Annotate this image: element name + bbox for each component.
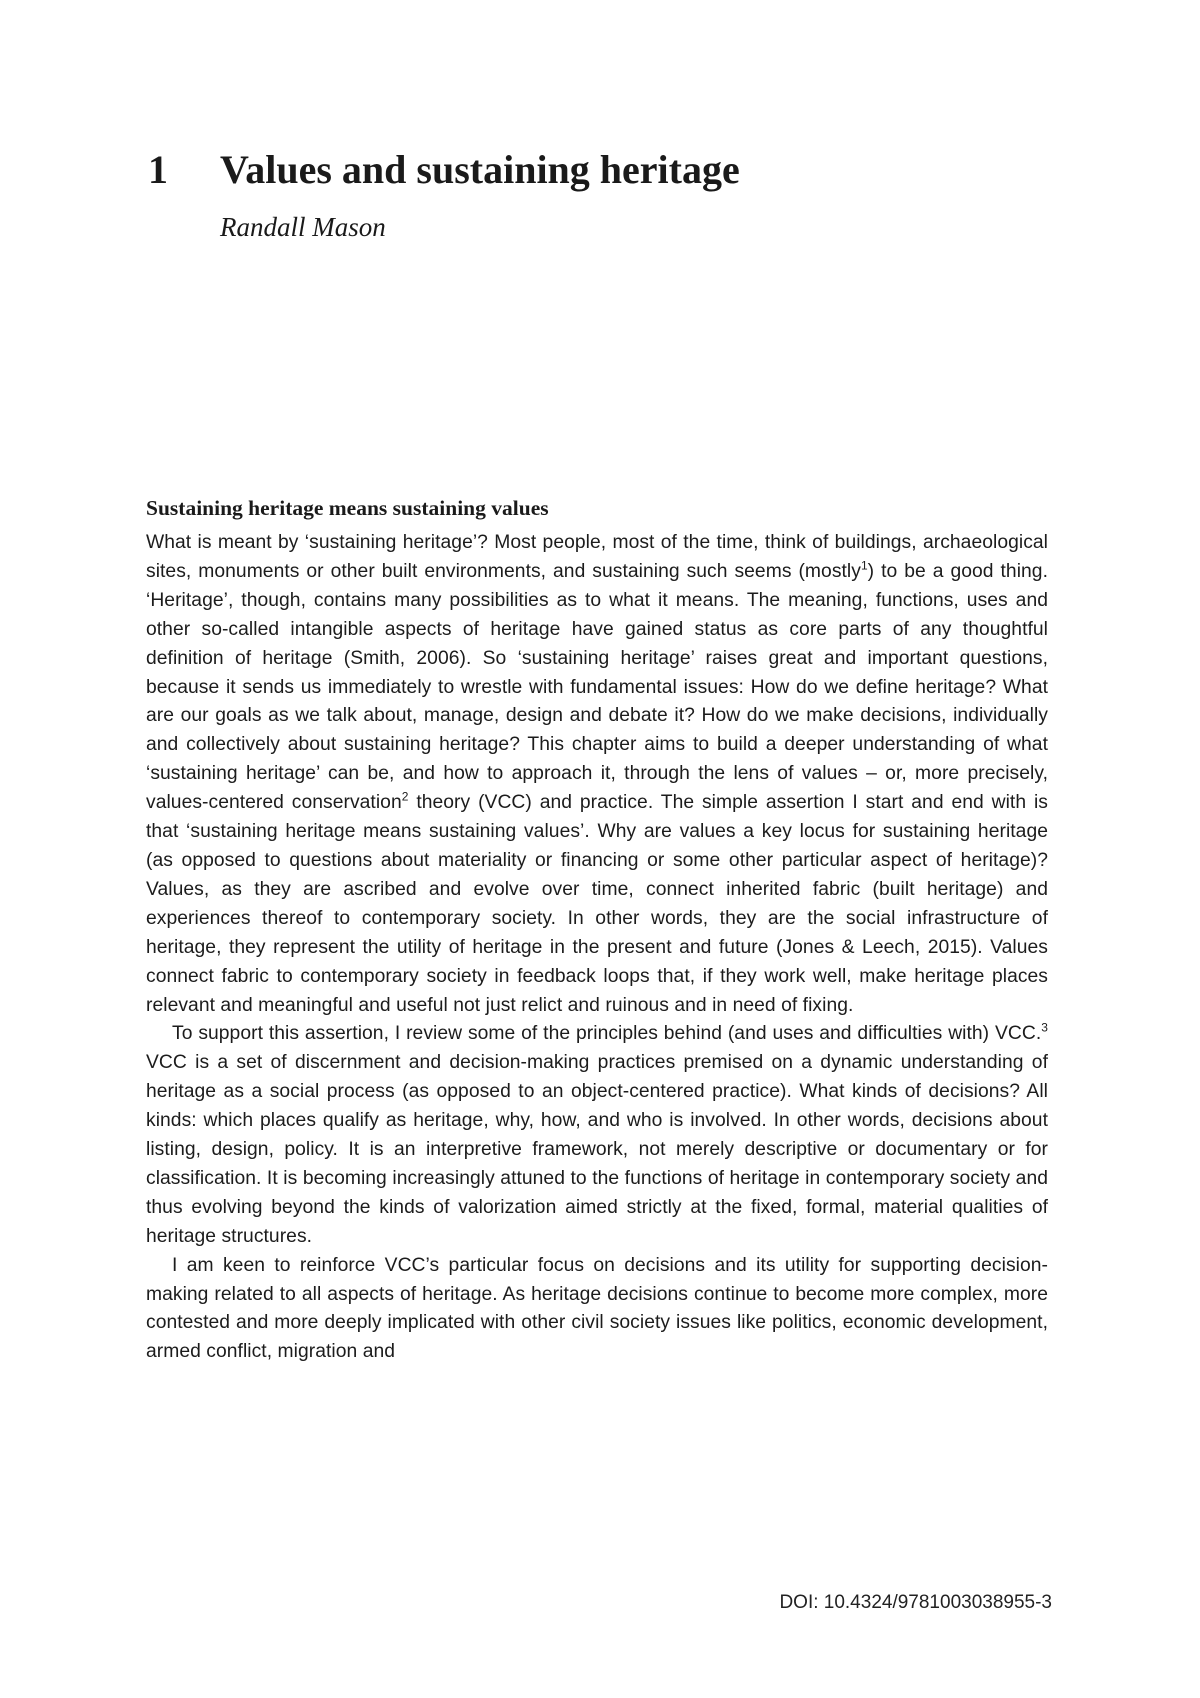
doi-footer: DOI: 10.4324/9781003038955-3 (779, 1592, 1052, 1613)
paragraph-text: I am keen to reinforce VCC’s particular focus on decisions and its utility for supporting decision-making related to all aspects of heritage. As heritage decisions continue to become more complex, more contested and more deeply implicated with other civil society issues like politics, economic development, armed conflict, migration and (146, 1254, 1048, 1363)
section-heading: Sustaining heritage means sustaining values (146, 496, 549, 520)
paragraph-3 (146, 1252, 1048, 1368)
footnote-ref-3[interactable]: 3 (1041, 1020, 1048, 1035)
chapter-number: 1 (148, 147, 168, 192)
paragraph-text: What is meant by ‘sustaining heritage’? Most people, most of the time, think of buildings, archaeological sites, monuments or other built environments, and sustaining such seems (mostly (146, 532, 1048, 582)
chapter-author: Randall Mason (220, 212, 386, 242)
chapter-title-row (148, 147, 1068, 192)
chapter-header (148, 147, 1068, 243)
paragraph-text: VCC is a set of discernment and decision-making practices premised on a dynamic understanding of heritage as a social process (as opposed to an object-centered practice). What kinds of decisions? All kinds: which places qualify as heritage, why, how, and who is involved. In other words, decisions about listing, design, policy. It is an interpretive framework, not merely descriptive or documentary or for classification. It is becoming increasingly attuned to the functions of heritage in contemporary society and thus evolving beyond the kinds of valorization aimed strictly at the fixed, formal, material qualities of heritage structures. (146, 1052, 1048, 1247)
paragraph-2 (146, 1020, 1048, 1251)
paragraph-1 (146, 529, 1048, 1020)
paragraph-text: theory (VCC) and practice. The simple assertion I start and end with is that ‘sustaining heritage means sustaining values’. Why are values a key locus for sustaining heritage (as opposed to questions about materiality or financing or some other particular aspect of heritage)? Values, as they are ascribed and evolve over time, connect inherited fabric (built heritage) and experiences thereof to contemporary society. In other words, they are the social infrastructure of heritage, they represent the utility of heritage in the present and future (Jones & Leech, 2015). Values connect fabric to contemporary society in feedback loops that, if they work well, make heritage places relevant and meaningful and useful not just relict and ruinous and in need of fixing. (146, 792, 1048, 1016)
paragraph-text: To support this assertion, I review some of the principles behind (and uses and difficulties with) VCC. (172, 1023, 1042, 1045)
paragraph-text: ) to be a good thing. ‘Heritage’, though, contains many possibilities as to what it means. The meaning, functions, uses and other so-called intangible aspects of heritage have gained status as core parts of any thoughtful definition of heritage (Smith, 2006). So ‘sustaining heritage’ raises great and important questions, because it sends us immediately to wrestle with fundamental issues: How do we define heritage? What are our goals as we talk about, manage, design and debate it? How do we make decisions, individually and collectively about sustaining heritage? This chapter aims to build a deeper understanding of what ‘sustaining heritage’ can be, and how to approach it, through the lens of values – or, more precisely, values-centered conservation (146, 560, 1048, 814)
footnote-ref-1[interactable]: 1 (860, 558, 868, 573)
chapter-title: Values and sustaining heritage (220, 147, 740, 192)
footnote-ref-2[interactable]: 2 (401, 789, 409, 804)
body-section (146, 495, 1048, 1367)
